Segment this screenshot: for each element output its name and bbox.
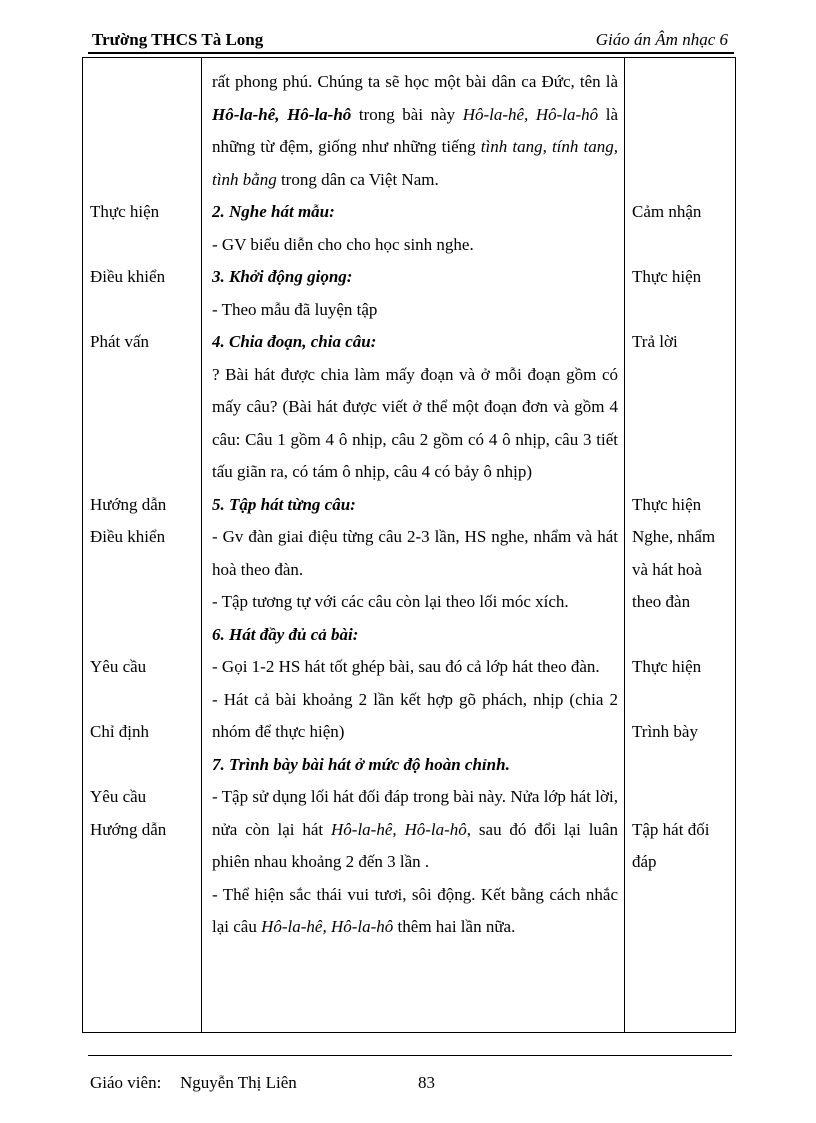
paragraph: - Tập tương tự với các câu còn lại theo lối móc xích. <box>212 592 569 611</box>
teacher-activity: Yêu cầu <box>90 657 147 676</box>
teacher-activity: Hướng dẫn <box>90 494 167 514</box>
student-activity: Tập hát đối <box>632 819 710 839</box>
section-heading: 6. Hát đầy đủ cả bài: <box>212 624 359 644</box>
paragraph: - Gv đàn giai điệu từng câu 2-3 lần, HS nghe, nhẩm và hát hoà theo đàn. <box>212 527 618 579</box>
section-heading: 7. Trình bày bài hát ở mức độ hoàn chỉnh. <box>212 754 510 774</box>
teacher-activity: Hướng dẫn <box>90 819 167 839</box>
lesson-table <box>82 57 736 1033</box>
header-rule <box>88 52 734 54</box>
teacher-activity: Điều khiển <box>90 267 166 286</box>
student-activity: Thực hiện <box>632 657 702 676</box>
student-activity: Thực hiện <box>632 494 702 514</box>
paragraph: - Tập sử dụng lối hát đối đáp trong bài này. Nửa lớp hát lời, nửa còn lại hát Hô-la-hê, Hô-la-hô, sau đó đổi lại luân phiên nhau khoảng 2 đến 3 lần . <box>212 787 618 871</box>
student-activity: và hát hoà <box>632 559 702 579</box>
section-heading: 3. Khởi động giọng: <box>212 267 353 286</box>
teacher-name: Nguyễn Thị Liên <box>180 1073 297 1092</box>
teacher-activity: Điều khiển <box>90 527 166 546</box>
student-activity: Thực hiện <box>632 267 702 286</box>
teacher-activity: Yêu cầu <box>90 787 147 806</box>
teacher-label: Giáo viên: <box>90 1073 162 1092</box>
student-activity: Cảm nhận <box>632 202 702 221</box>
footer-rule <box>88 1055 732 1056</box>
subject-title: Giáo án Âm nhạc 6 <box>595 30 728 49</box>
paragraph: - Thể hiện sắc thái vui tươi, sôi động. Kết bằng cách nhắc lại câu Hô-la-hê, Hô-la-hô thêm hai lần nữa. <box>212 884 618 936</box>
student-activity: Nghe, nhẩm <box>632 527 716 546</box>
section-heading: 2. Nghe hát mẫu: <box>212 202 335 221</box>
student-activity: Trình bày <box>632 722 698 741</box>
section-heading: 5. Tập hát từng câu: <box>212 494 356 514</box>
school-name: Trường THCS Tà Long <box>92 30 264 49</box>
student-activity: Trả lời <box>632 332 678 351</box>
paragraph: - GV biểu diễn cho cho học sinh nghe. <box>212 234 474 254</box>
teacher-activity: Phát vấn <box>90 332 150 351</box>
column-divider <box>624 58 625 1032</box>
student-activity: đáp <box>632 852 657 871</box>
paragraph: - Gọi 1-2 HS hát tốt ghép bài, sau đó cả lớp hát theo đàn. <box>212 657 600 676</box>
intro-paragraph: rất phong phú. Chúng ta sẽ học một bài dân ca Đức, tên là Hô-la-hê, Hô-la-hô trong bài này Hô-la-hê, Hô-la-hô là những từ đệm, giống như những tiếng tình tang, tính tang, tình bằng trong dân ca Việt Nam. <box>212 72 619 189</box>
content-column <box>212 66 618 944</box>
paragraph: - Theo mẫu đã luyện tập <box>212 299 378 319</box>
page-number: 83 <box>418 1073 435 1092</box>
section-heading: 4. Chia đoạn, chia câu: <box>212 332 377 351</box>
teacher-activity: Thực hiện <box>90 202 160 221</box>
paragraph: ? Bài hát được chia làm mấy đoạn và ở mỗi đoạn gồm có mấy câu? (Bài hát được viết ở thể một đoạn đơn và gồm 4 câu: Câu 1 gồm 4 ô nhịp, câu 2 gồm có 4 ô nhịp, câu 3 tiết tấu giãn ra, có tám ô nhịp, câu 4 có bảy ô nhịp) <box>212 364 618 481</box>
teacher-activity: Chỉ định <box>90 722 150 741</box>
student-activity: theo đàn <box>632 592 691 611</box>
paragraph: - Hát cả bài khoảng 2 lần kết hợp gõ phách, nhịp (chia 2 nhóm để thực hiện) <box>212 689 618 741</box>
